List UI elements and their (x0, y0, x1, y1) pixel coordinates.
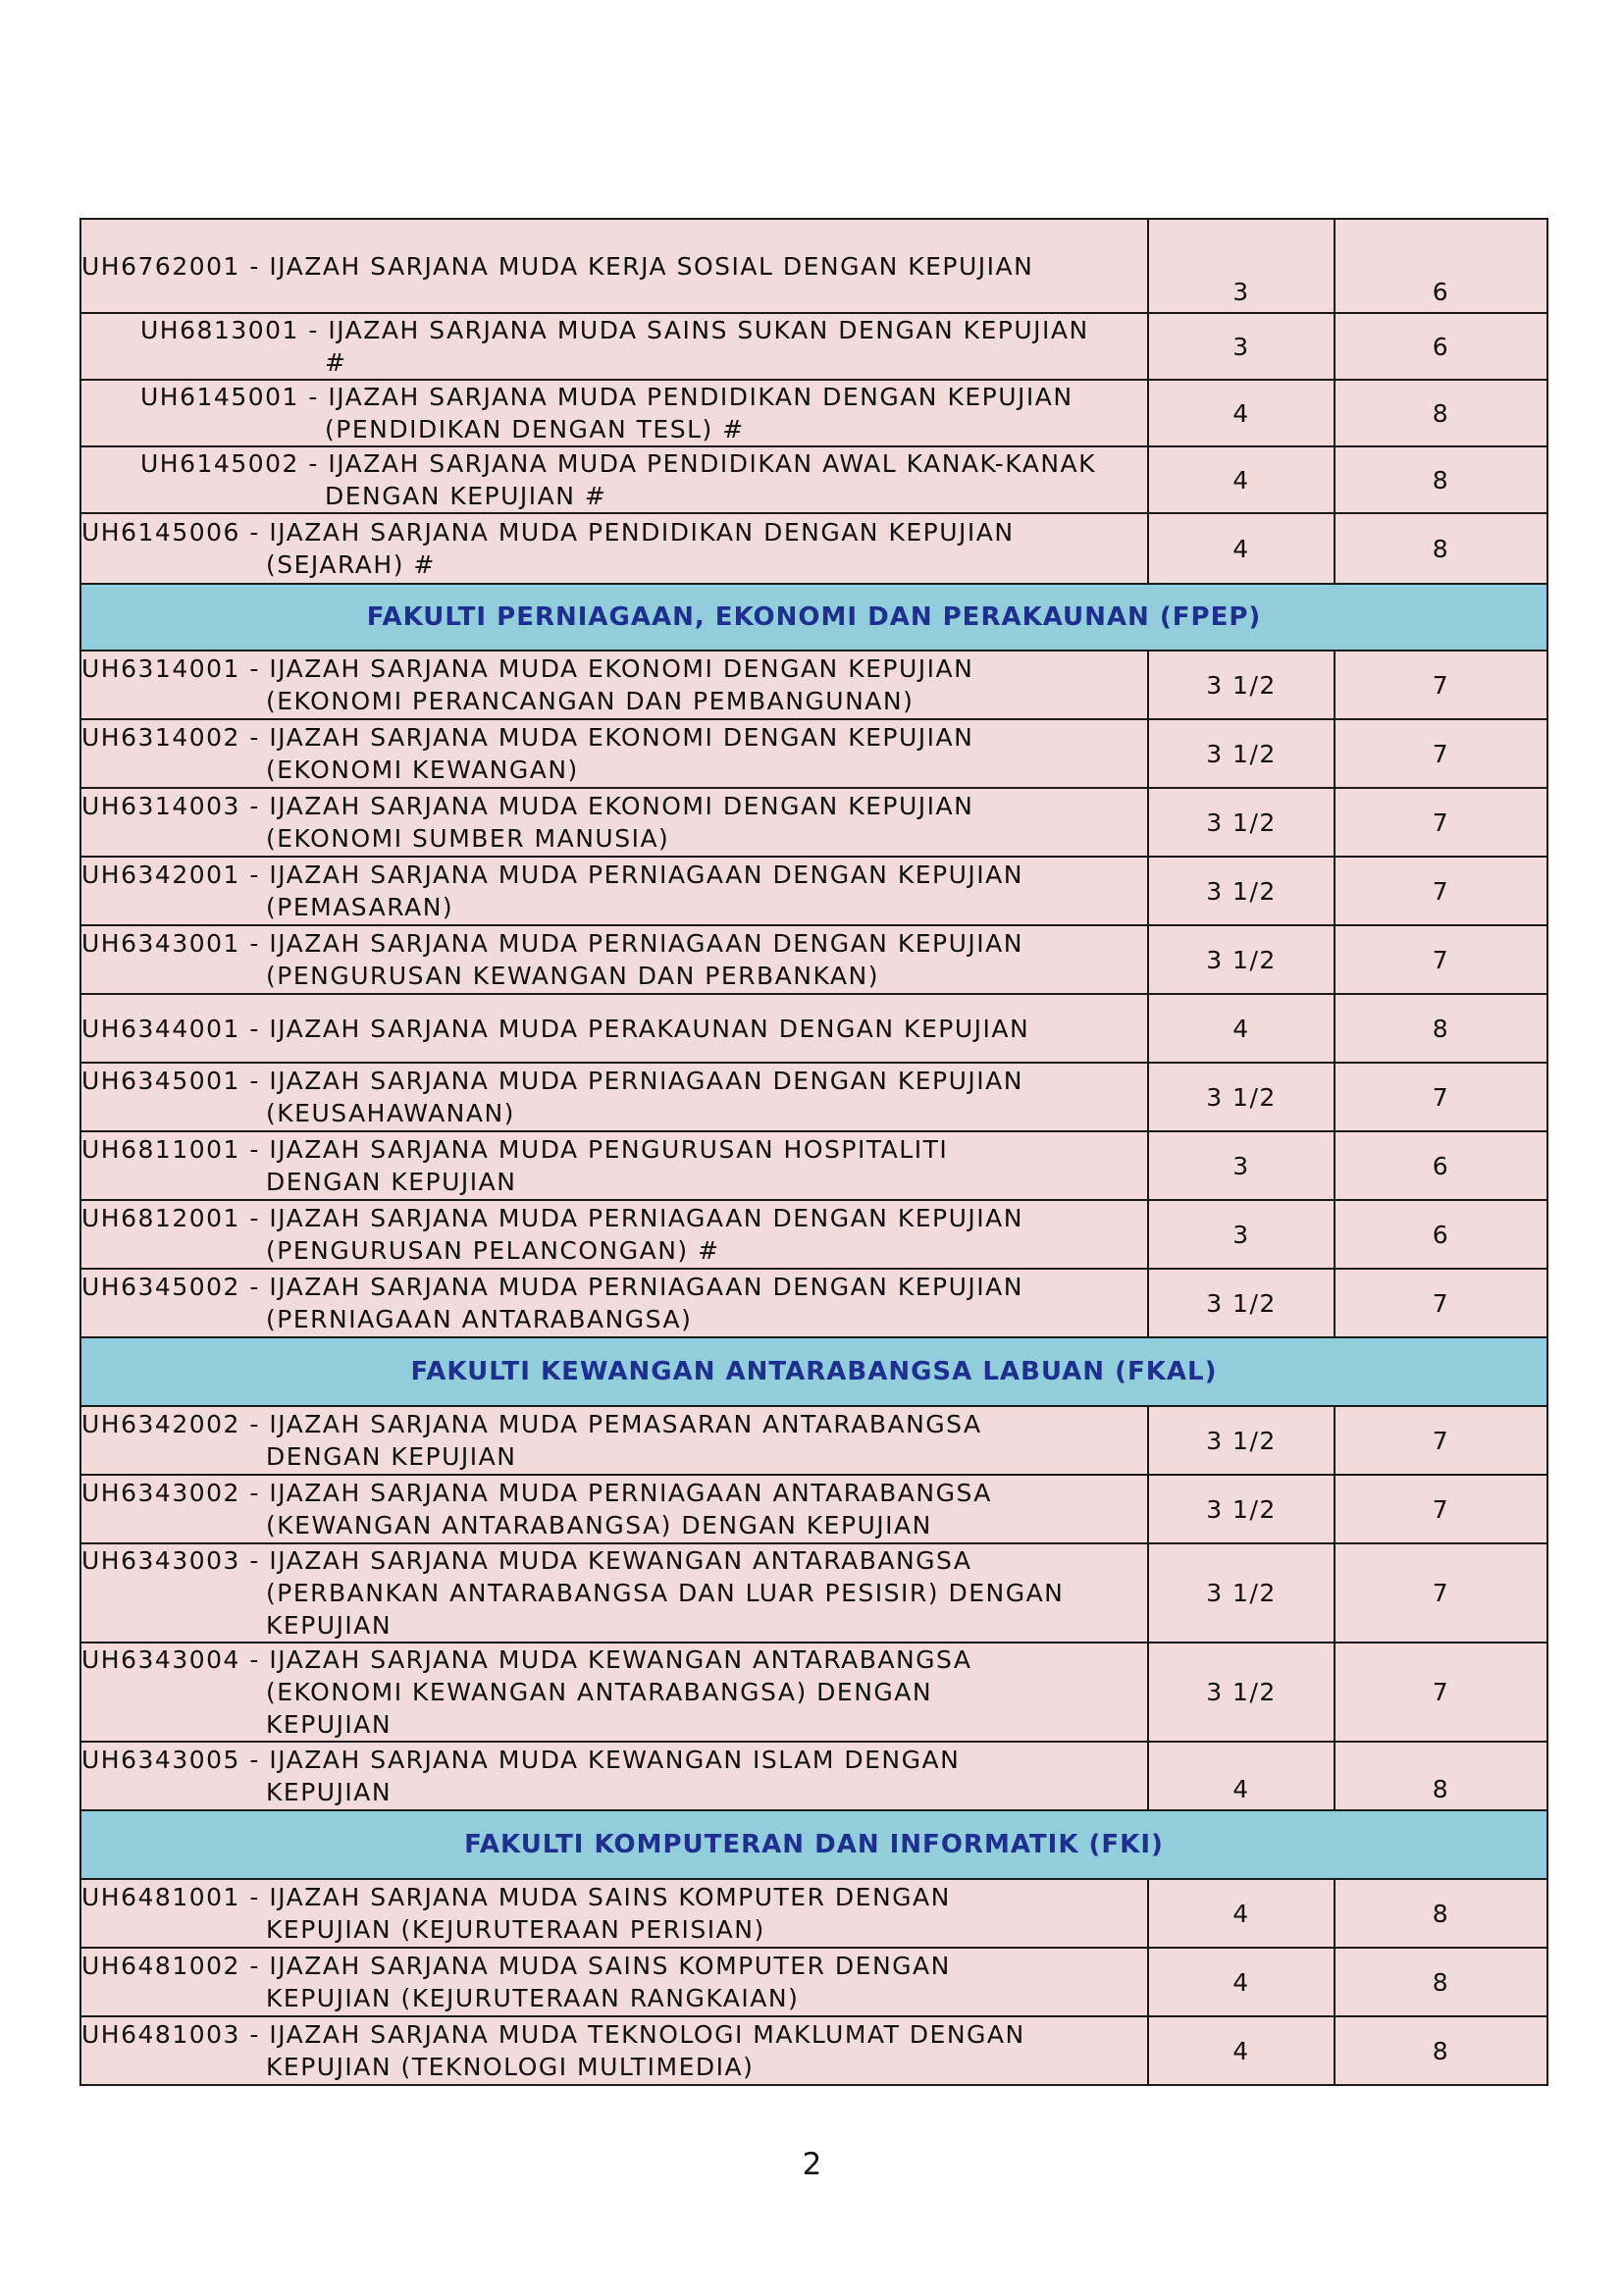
semesters-cell: 8 (1335, 2016, 1547, 2085)
table-row (80, 446, 1547, 513)
programme-name-cell (80, 1063, 1148, 1131)
duration-years-cell: 3 1/2 (1148, 1643, 1335, 1742)
programme-name-line: (PEMASARAN) (266, 893, 454, 921)
table-row (80, 651, 1547, 719)
faculty-header: FAKULTI PERNIAGAAN, EKONOMI DAN PERAKAUNAN (FPEP) (80, 584, 1547, 651)
duration-years-cell: 3 1/2 (1148, 1063, 1335, 1131)
table-row (80, 2016, 1547, 2085)
programme-name-cell (80, 380, 1148, 446)
table-row (80, 994, 1547, 1063)
duration-years-cell: 3 1/2 (1148, 788, 1335, 857)
programme-code-line: UH6343001 - IJAZAH SARJANA MUDA PERNIAGAAN DENGAN KEPUJIAN (81, 929, 1023, 958)
programme-name-cell (80, 1948, 1148, 2016)
duration-years-cell: 4 (1148, 513, 1335, 584)
duration-years-cell: 4 (1148, 2016, 1335, 2085)
programme-name-line: KEPUJIAN (266, 1611, 393, 1640)
semesters-cell: 7 (1335, 1269, 1547, 1337)
programme-name-cell (80, 857, 1148, 925)
duration-years-cell: 3 (1148, 1131, 1335, 1200)
duration-years-cell: 3 1/2 (1148, 1543, 1335, 1643)
programme-name-line: (KEWANGAN ANTARABANGSA) DENGAN KEPUJIAN (266, 1511, 932, 1539)
programme-code-line: UH6343003 - IJAZAH SARJANA MUDA KEWANGAN ANTARABANGSA (81, 1546, 972, 1575)
table-row (80, 788, 1547, 857)
programme-name-cell (80, 1200, 1148, 1269)
semesters-cell: 8 (1335, 380, 1547, 446)
programme-name-line: (EKONOMI SUMBER MANUSIA) (266, 824, 670, 853)
programme-name-cell (80, 1131, 1148, 1200)
programme-code-line: UH6314003 - IJAZAH SARJANA MUDA EKONOMI DENGAN KEPUJIAN (81, 792, 974, 820)
programme-name-line: (PENGURUSAN KEWANGAN DAN PERBANKAN) (266, 962, 879, 990)
table-row (80, 1948, 1547, 2016)
semesters-cell: 7 (1335, 857, 1547, 925)
faculty-header-row (80, 1810, 1547, 1879)
semesters-cell: 8 (1335, 994, 1547, 1063)
programme-name-cell (80, 313, 1148, 380)
semesters-cell: 7 (1335, 719, 1547, 788)
programme-name-line: (EKONOMI PERANCANGAN DAN PEMBANGUNAN) (266, 687, 915, 715)
table-row (80, 1475, 1547, 1543)
programme-name-cell (80, 1643, 1148, 1742)
programme-name-line: DENGAN KEPUJIAN (266, 1442, 517, 1471)
faculty-header: FAKULTI KOMPUTERAN DAN INFORMATIK (FKI) (80, 1810, 1547, 1879)
semesters-cell: 8 (1335, 446, 1547, 513)
table-row (80, 380, 1547, 446)
programme-name-cell (80, 1475, 1148, 1543)
programme-code-line: UH6811001 - IJAZAH SARJANA MUDA PENGURUSAN HOSPITALITI (81, 1135, 949, 1164)
duration-years-cell: 4 (1148, 1948, 1335, 2016)
programme-name-line: KEPUJIAN (TEKNOLOGI MULTIMEDIA) (266, 2053, 755, 2081)
programme-code-line: UH6481001 - IJAZAH SARJANA MUDA SAINS KOMPUTER DENGAN (81, 1883, 951, 1911)
programme-code-line: UH6145006 - IJAZAH SARJANA MUDA PENDIDIKAN DENGAN KEPUJIAN (81, 518, 1015, 547)
programme-name-cell (80, 1742, 1148, 1810)
programme-code-line: UH6812001 - IJAZAH SARJANA MUDA PERNIAGAAN DENGAN KEPUJIAN (81, 1204, 1023, 1232)
programme-name-line: (PENGURUSAN PELANCONGAN) # (266, 1236, 720, 1265)
duration-years-cell: 4 (1148, 994, 1335, 1063)
programme-code-line: UH6314002 - IJAZAH SARJANA MUDA EKONOMI DENGAN KEPUJIAN (81, 723, 974, 752)
programme-name-cell (80, 1406, 1148, 1475)
programme-code-line: UH6343005 - IJAZAH SARJANA MUDA KEWANGAN ISLAM DENGAN (81, 1746, 961, 1774)
programme-name-cell (80, 1269, 1148, 1337)
duration-years-cell: 3 1/2 (1148, 925, 1335, 994)
table-row (80, 1742, 1547, 1810)
programme-name-cell (80, 219, 1148, 313)
duration-years-cell: 3 1/2 (1148, 857, 1335, 925)
programme-name-line: (EKONOMI KEWANGAN ANTARABANGSA) DENGAN (266, 1678, 933, 1706)
semesters-cell: 7 (1335, 651, 1547, 719)
duration-years-cell: 4 (1148, 446, 1335, 513)
table-row (80, 1406, 1547, 1475)
duration-years-cell: 3 1/2 (1148, 651, 1335, 719)
table-row (80, 1643, 1547, 1742)
programme-name-line: (PERNIAGAAN ANTARABANGSA) (266, 1305, 693, 1333)
duration-years-cell: 4 (1148, 380, 1335, 446)
semesters-cell: 7 (1335, 1475, 1547, 1543)
programme-name-cell (80, 925, 1148, 994)
table-row (80, 925, 1547, 994)
programme-name-line: # (325, 348, 347, 377)
semesters-cell: 8 (1335, 1742, 1547, 1810)
duration-years-cell: 3 1/2 (1148, 1269, 1335, 1337)
programme-code-line: UH6342001 - IJAZAH SARJANA MUDA PERNIAGAAN DENGAN KEPUJIAN (81, 861, 1023, 889)
faculty-header: FAKULTI KEWANGAN ANTARABANGSA LABUAN (FKAL) (80, 1337, 1547, 1406)
semesters-cell: 7 (1335, 1063, 1547, 1131)
semesters-cell: 6 (1335, 313, 1547, 380)
semesters-cell: 6 (1335, 1131, 1547, 1200)
table-row (80, 857, 1547, 925)
table-row (80, 513, 1547, 584)
programme-code-line: UH6481003 - IJAZAH SARJANA MUDA TEKNOLOGI MAKLUMAT DENGAN (81, 2020, 1025, 2049)
duration-years-cell: 4 (1148, 1879, 1335, 1948)
programme-name-cell (80, 2016, 1148, 2085)
programme-code-line: UH6345001 - IJAZAH SARJANA MUDA PERNIAGAAN DENGAN KEPUJIAN (81, 1067, 1023, 1095)
semesters-cell: 6 (1335, 1200, 1547, 1269)
programme-name-cell (80, 1879, 1148, 1948)
programme-name-cell (80, 719, 1148, 788)
programme-code-line: UH6314001 - IJAZAH SARJANA MUDA EKONOMI DENGAN KEPUJIAN (81, 654, 974, 683)
duration-years-cell: 3 (1148, 219, 1335, 313)
programme-name-line: (KEUSAHAWANAN) (266, 1099, 515, 1127)
programme-name-cell (80, 788, 1148, 857)
programme-table-body (80, 219, 1547, 2085)
programme-code-line: UH6145002 - IJAZAH SARJANA MUDA PENDIDIKAN AWAL KANAK-KANAK (140, 449, 1097, 478)
programme-code-line: UH6145001 - IJAZAH SARJANA MUDA PENDIDIKAN DENGAN KEPUJIAN (140, 383, 1074, 411)
duration-years-cell: 4 (1148, 1742, 1335, 1810)
table-row (80, 1200, 1547, 1269)
semesters-cell: 8 (1335, 1948, 1547, 2016)
programme-name-line: KEPUJIAN (266, 1778, 393, 1806)
programme-name-line: KEPUJIAN (KEJURUTERAAN PERISIAN) (266, 1915, 765, 1944)
programme-name-cell (80, 513, 1148, 584)
table-row (80, 1131, 1547, 1200)
duration-years-cell: 3 1/2 (1148, 1475, 1335, 1543)
table-row (80, 1063, 1547, 1131)
programme-code-line: UH6343004 - IJAZAH SARJANA MUDA KEWANGAN ANTARABANGSA (81, 1645, 972, 1674)
faculty-header-row (80, 1337, 1547, 1406)
semesters-cell: 7 (1335, 1543, 1547, 1643)
faculty-header-row (80, 584, 1547, 651)
programme-name-line: KEPUJIAN (266, 1710, 393, 1739)
duration-years-cell: 3 1/2 (1148, 719, 1335, 788)
programme-code-line: UH6762001 - IJAZAH SARJANA MUDA KERJA SOSIAL DENGAN KEPUJIAN (81, 251, 1034, 281)
table-row (80, 719, 1547, 788)
table-row (80, 313, 1547, 380)
duration-years-cell: 3 1/2 (1148, 1406, 1335, 1475)
programme-table (79, 218, 1548, 2086)
semesters-cell: 7 (1335, 925, 1547, 994)
table-row (80, 1269, 1547, 1337)
programme-name-line: KEPUJIAN (KEJURUTERAAN RANGKAIAN) (266, 1984, 800, 2012)
programme-code-line: UH6342002 - IJAZAH SARJANA MUDA PEMASARAN ANTARABANGSA (81, 1410, 982, 1438)
programme-name-line: (PERBANKAN ANTARABANGSA DAN LUAR PESISIR) DENGAN (266, 1579, 1065, 1607)
programme-name-line: (SEJARAH) # (266, 550, 436, 579)
programme-name-cell (80, 446, 1148, 513)
programme-code-line: UH6345002 - IJAZAH SARJANA MUDA PERNIAGAAN DENGAN KEPUJIAN (81, 1273, 1023, 1301)
table-row (80, 219, 1547, 313)
table-row (80, 1543, 1547, 1643)
table-row (80, 1879, 1547, 1948)
programme-name-line: (EKONOMI KEWANGAN) (266, 756, 579, 784)
programme-name-cell (80, 651, 1148, 719)
programme-code-line: UH6481002 - IJAZAH SARJANA MUDA SAINS KOMPUTER DENGAN (81, 1952, 951, 1980)
programme-name-line: (PENDIDIKAN DENGAN TESL) # (325, 415, 745, 443)
programme-code-line: UH6813001 - IJAZAH SARJANA MUDA SAINS SUKAN DENGAN KEPUJIAN (140, 316, 1089, 344)
programme-name-line: DENGAN KEPUJIAN # (325, 482, 607, 510)
programme-name-cell (80, 994, 1148, 1063)
page-number: 2 (802, 2147, 822, 2182)
programme-code-line: UH6343002 - IJAZAH SARJANA MUDA PERNIAGAAN ANTARABANGSA (81, 1479, 992, 1507)
duration-years-cell: 3 (1148, 313, 1335, 380)
programme-code-line: UH6344001 - IJAZAH SARJANA MUDA PERAKAUNAN DENGAN KEPUJIAN (81, 1014, 1030, 1043)
duration-years-cell: 3 (1148, 1200, 1335, 1269)
semesters-cell: 7 (1335, 1406, 1547, 1475)
semesters-cell: 6 (1335, 219, 1547, 313)
programme-name-line: DENGAN KEPUJIAN (266, 1168, 517, 1196)
semesters-cell: 7 (1335, 1643, 1547, 1742)
semesters-cell: 7 (1335, 788, 1547, 857)
programme-name-cell (80, 1543, 1148, 1643)
semesters-cell: 8 (1335, 513, 1547, 584)
semesters-cell: 8 (1335, 1879, 1547, 1948)
